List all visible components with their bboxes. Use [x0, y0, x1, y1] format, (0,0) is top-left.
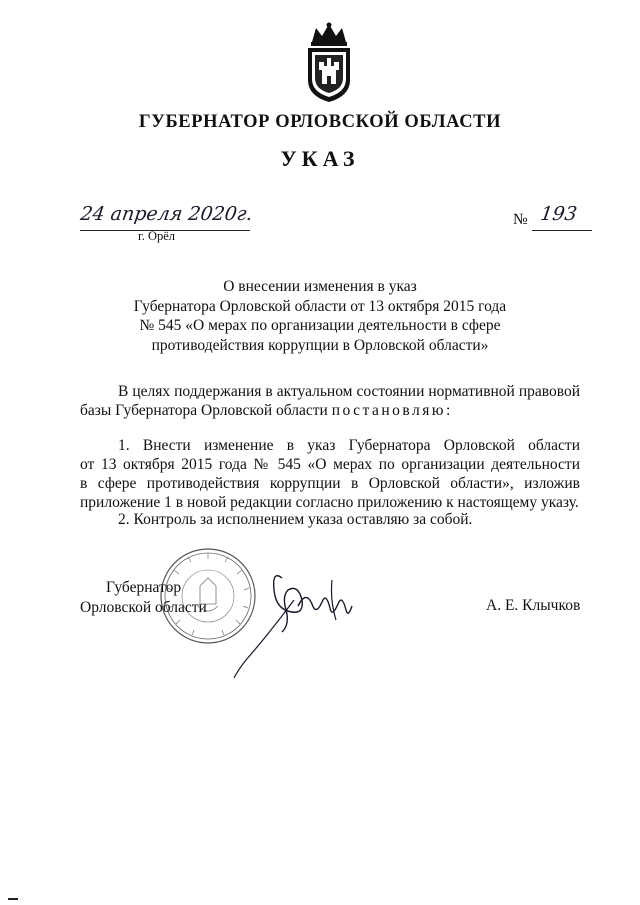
scan-edge-mark	[8, 898, 18, 900]
handwritten-signature-icon	[212, 560, 372, 680]
paragraph-line: 1. Внести изменение в указ Губернатора Орловской области	[118, 437, 580, 454]
paragraph-line: В целях поддержания в актуальном состоянии нормативной правовой	[118, 383, 580, 400]
subject-line: № 545 «О мерах по организации деятельности в сфере	[139, 317, 501, 334]
paragraph-line: приложение 1 в новой редакции согласно приложению к настоящему указу.	[80, 494, 579, 511]
document-type: УКАЗ	[280, 146, 360, 171]
subject-line: О внесении изменения в указ	[223, 278, 417, 295]
intro-prefix: базы Губернатора Орловской области	[80, 402, 328, 419]
issuing-authority: ГУБЕРНАТОР ОРЛОВСКОЙ ОБЛАСТИ	[138, 112, 502, 132]
subject-line: противодействия коррупции в Орловской области»	[151, 336, 489, 354]
number-label: №	[513, 211, 528, 228]
paragraph-line	[80, 401, 580, 420]
handwritten-number: 193	[539, 203, 579, 225]
clause-2	[80, 510, 580, 529]
document-city: г. Орёл	[138, 229, 176, 243]
subject-line: Губернатора Орловской области от 13 октября 2015 года	[133, 297, 507, 315]
handwritten-date: 24 апреля 2020г.	[79, 203, 255, 225]
signatory-title-line: Орловской области	[80, 598, 207, 616]
clause-1	[80, 436, 580, 512]
signatory-title-line: Губернатор	[106, 579, 182, 596]
number-underline	[532, 230, 592, 231]
signatory-title	[80, 578, 207, 617]
preamble-paragraph	[80, 382, 580, 420]
signatory-name: А. Е. Клычков	[486, 597, 581, 614]
paragraph-line: 2. Контроль за исполнением указа оставляю за собой.	[118, 511, 473, 528]
resolve-word: постановляю	[331, 402, 446, 419]
coat-of-arms-icon	[302, 22, 356, 104]
intro-suffix: :	[445, 402, 451, 419]
paragraph-line: от 13 октября 2015 года № 545 «О мерах по организации деятельности	[80, 456, 580, 473]
paragraph-line: в сфере противодействия коррупции в Орловской области», изложив	[80, 475, 580, 492]
document-subject	[80, 277, 560, 355]
